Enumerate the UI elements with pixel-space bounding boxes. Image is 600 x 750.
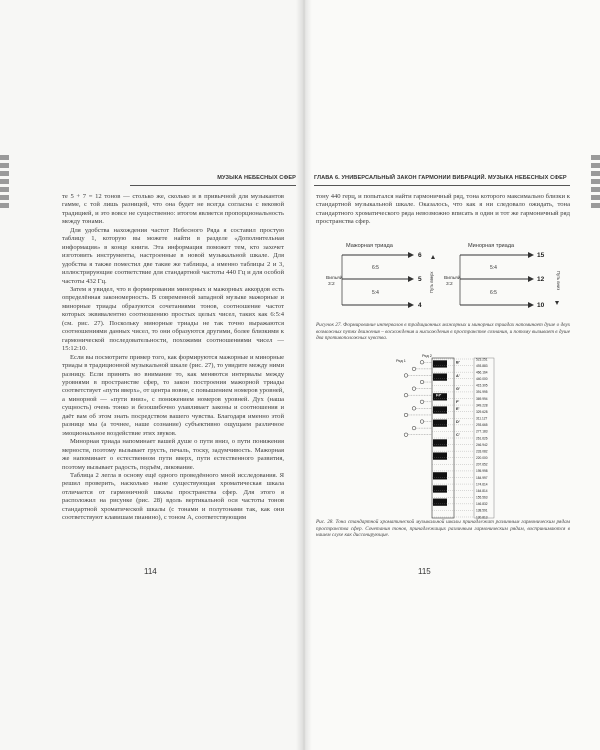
down-arrow-icon: [555, 301, 559, 305]
frequency-label: 293.665: [476, 423, 488, 428]
frequency-label: 466.164: [476, 370, 488, 375]
ratio-label: 5:4: [490, 265, 497, 271]
frequency-label: 493.883: [476, 363, 488, 368]
note-label: C#': [436, 426, 442, 431]
note-label: C': [456, 433, 460, 438]
ratio-label: 5:4: [372, 290, 379, 296]
minor-number: 12: [537, 276, 545, 283]
frequency-label: 207.652: [476, 462, 488, 467]
harmonic-ring-marker: [420, 400, 424, 404]
arrow-icon: [528, 252, 534, 258]
right-page-number: 115: [418, 567, 431, 576]
black-key: [433, 499, 447, 506]
figure-28-caption: Рис. 28. Тона стандартной хроматической музыкальной шкалы принадлежат различным гармоническим рядам пространства сфер. Сочетания тонов, принадлежащих различным гармоническим рядам, воспринимаются в нашем слухе как диссонирующие.: [316, 519, 570, 539]
note-label: D': [456, 419, 460, 424]
frequency-label: 130.813: [476, 515, 488, 520]
black-key: [433, 452, 447, 459]
frequency-label: 277.183: [476, 429, 488, 434]
left-page-body: [62, 193, 284, 523]
left-running-header: МУЗЫКА НЕБЕСНЫХ СФЕР: [130, 175, 296, 186]
frequency-label: 174.614: [476, 482, 488, 487]
row-label: Ряд 1: [396, 359, 406, 363]
right-edge-thumb-marks: [591, 155, 600, 211]
fifth-label: Вильяй: [326, 276, 343, 281]
minor-number: 15: [537, 252, 545, 259]
path-up-label: Путь вверх: [429, 271, 434, 293]
harmonic-ring-marker: [412, 426, 416, 430]
fifth-label: Вильяй: [444, 276, 461, 281]
figure-28-chromatic-scale: [382, 353, 522, 519]
note-label: B': [456, 360, 460, 365]
black-key: [433, 485, 447, 492]
harmonic-ring-marker: [412, 407, 416, 411]
paragraph: Минорная триада напоминает вашей душе о пути вниз, о пути понижения мерности, поэтому вызывает грусть, печаль, тоску, задумчивость. Мажорная же напоминает о естественном пути вверх, пути естественного развития, поэтому вызывает радость, подъём, ликование.: [62, 438, 284, 471]
minor-triad-title: Минорная триада: [468, 243, 515, 249]
right-page-body: [316, 193, 570, 227]
frequency-label: 415.305: [476, 383, 488, 388]
figure-27-triads: [326, 241, 570, 317]
note-label: E': [456, 406, 460, 411]
frequency-label: 329.628: [476, 409, 488, 414]
harmonic-ring-marker: [420, 420, 424, 424]
frequency-label: 349.228: [476, 403, 488, 408]
frequency-label: 261.626: [476, 436, 488, 441]
major-triad-title: Мажорная триада: [346, 243, 393, 249]
paragraph: те 5 + 7 = 12 тонов — столько же, сколько и в привычной для музыкантов гамме, с той лишь разницей, что она будет не всегда согласна с вековой традицией, и это вовсе не существенно: итогом является пропорциональность между тонами.: [62, 193, 284, 226]
paragraph: тону 440 герц, и попытался найти гармоничный ряд, тона которого максимально близки к стандартной музыкальной шкале. Оказалось, что как я ни следовало ожидать, тона стандартного хроматического ряда невозможно вписать в один и тот же гармоничный ряд пространства сфер.: [316, 193, 570, 226]
note-label: D#': [436, 413, 442, 418]
frequency-label: 195.998: [476, 469, 488, 474]
frequency-label: 369.994: [476, 396, 488, 401]
arrow-icon: [408, 302, 414, 308]
path-down-label: Путь вниз: [556, 271, 561, 291]
note-label: F#': [436, 393, 442, 398]
harmonic-ring-marker: [404, 413, 408, 417]
arrow-icon: [408, 276, 414, 282]
harmonic-ring-marker: [404, 433, 408, 437]
paragraph: Для удобства нахождения частот Небесного Ряда я составил простую таблицу 1, которую вы можете найти в разделе «Дополнительная информация» в конце книги. Эта информация поможет тем, кто захочет изготовить инструменты, настроенные в новой музыкальной шкале. Для удобства я также поместил две такие же таблицы, а именно таблицы 2 и 3, иллюстрирующие соответствие для стандартной частоты 440 Гц и для особой частоты 432 Гц.: [62, 226, 284, 285]
frequency-label: 311.127: [476, 416, 488, 421]
fifth-ratio: 3:2: [446, 282, 453, 287]
ratio-label: 6:5: [372, 265, 379, 271]
frequency-label: 233.082: [476, 449, 488, 454]
major-number: 4: [418, 302, 422, 309]
major-number: 5: [418, 276, 422, 283]
harmonic-ring-marker: [404, 393, 408, 397]
figure-27-caption: Рисунок 27. Формирование интервалов в традиционных мажорных и минорных триадах напоминает душе о двух возможных путях движения – восхождения и нисхождения в пространстве сознания, и потому вызывает в душе два противоположных чувства.: [316, 322, 570, 342]
black-key: [433, 472, 447, 479]
frequency-label: 146.832: [476, 502, 488, 507]
frequency-label: 184.997: [476, 475, 488, 480]
frequency-label: 391.995: [476, 390, 488, 395]
note-label: G': [456, 387, 460, 392]
paragraph: Если вы посмотрите пример того, как формируются мажорные и минорные триады в традиционной музыкальной шкале (рис. 27), то увидите между ними разницу. Если принять во внимание то, как меняются интервалы между уровнями в пространстве сфер, то закон построения мажорной триады соответствует «пути вверх», от центра вовне, с повышением номеров уровней, а минорной — «пути вниз», с понижением номеров уровней. Дух (наша сущность) очень тонко и безошибочно улавливает законы и соотношения и даёт вам об этом знать посредством вашего чувства. Благодаря именно этой разнице мы (а точнее, наше сознание) субъективно ощущаем различное эмоциональное воздействие этих звуков.: [62, 353, 284, 437]
frequency-label: 523.251: [476, 357, 488, 362]
note-label: G#': [436, 380, 442, 385]
arrow-icon: [408, 252, 414, 258]
left-page-number: 114: [144, 567, 157, 576]
fifth-ratio: 3:2: [328, 282, 335, 287]
major-number: 6: [418, 252, 422, 259]
paragraph: Затем я увидел, что в формировании минорных и мажорных аккордов есть определённая закономерность. В современной западной музыке мажорные и минорные триады образуются сочетаниями тонов, соотношение частот которых эквивалентно соотношению простых целых чисел, таких как 6:5:4 (см. рис. 27). Поскольку минорные триады не так точно выражаются соотношениями данных чисел, то они образуются другими, более близкими к гармонической последовательности, похожими соотношениями чисел — 15:12:10.: [62, 285, 284, 353]
book-gutter: [296, 0, 312, 750]
left-edge-thumb-marks: [0, 155, 9, 211]
right-running-header: ГЛАВА 6. УНИВЕРСАЛЬНЫЙ ЗАКОН ГАРМОНИИ ВИБРАЦИЙ. МУЗЫКА НЕБЕСНЫХ СФЕР: [314, 175, 570, 186]
note-label: F': [456, 400, 460, 405]
frequency-label: 246.942: [476, 442, 488, 447]
frequency-label: 164.814: [476, 488, 488, 493]
minor-number: 10: [537, 302, 545, 309]
harmonic-ring-marker: [412, 387, 416, 391]
black-key: [433, 439, 447, 446]
note-label: A#': [436, 367, 442, 372]
frequency-label: 155.563: [476, 495, 488, 500]
arrow-icon: [528, 302, 534, 308]
harmonic-ring-marker: [404, 374, 408, 378]
frequency-label: 138.591: [476, 508, 488, 513]
paragraph: Таблица 2 легла в основу ещё одного проведённого мной исследования. Я решил проверить, насколько ныне существующая хроматическая шкала отличается от гармоничной шкалы пространства сфер. Для этого я расположил на рисунке (рис. 28) вдоль вертикальной оси частоты тонов стандартной хроматической шкалы (с тонами и полутонами так, как они соответствуют клавишам пианино), с тоном A, соответствующим: [62, 471, 284, 522]
up-arrow-icon: [431, 255, 435, 259]
harmonic-ring-markers: [404, 360, 432, 436]
series-label: Ряд 2: [422, 354, 432, 358]
harmonic-ring-marker: [412, 367, 416, 371]
arrow-icon: [528, 276, 534, 282]
ratio-label: 6:5: [490, 290, 497, 296]
harmonic-ring-marker: [420, 360, 424, 364]
frequency-label: 220.000: [476, 456, 488, 461]
harmonic-ring-marker: [420, 380, 424, 384]
frequency-label: 440.000: [476, 377, 488, 382]
note-label: A': [456, 373, 460, 378]
